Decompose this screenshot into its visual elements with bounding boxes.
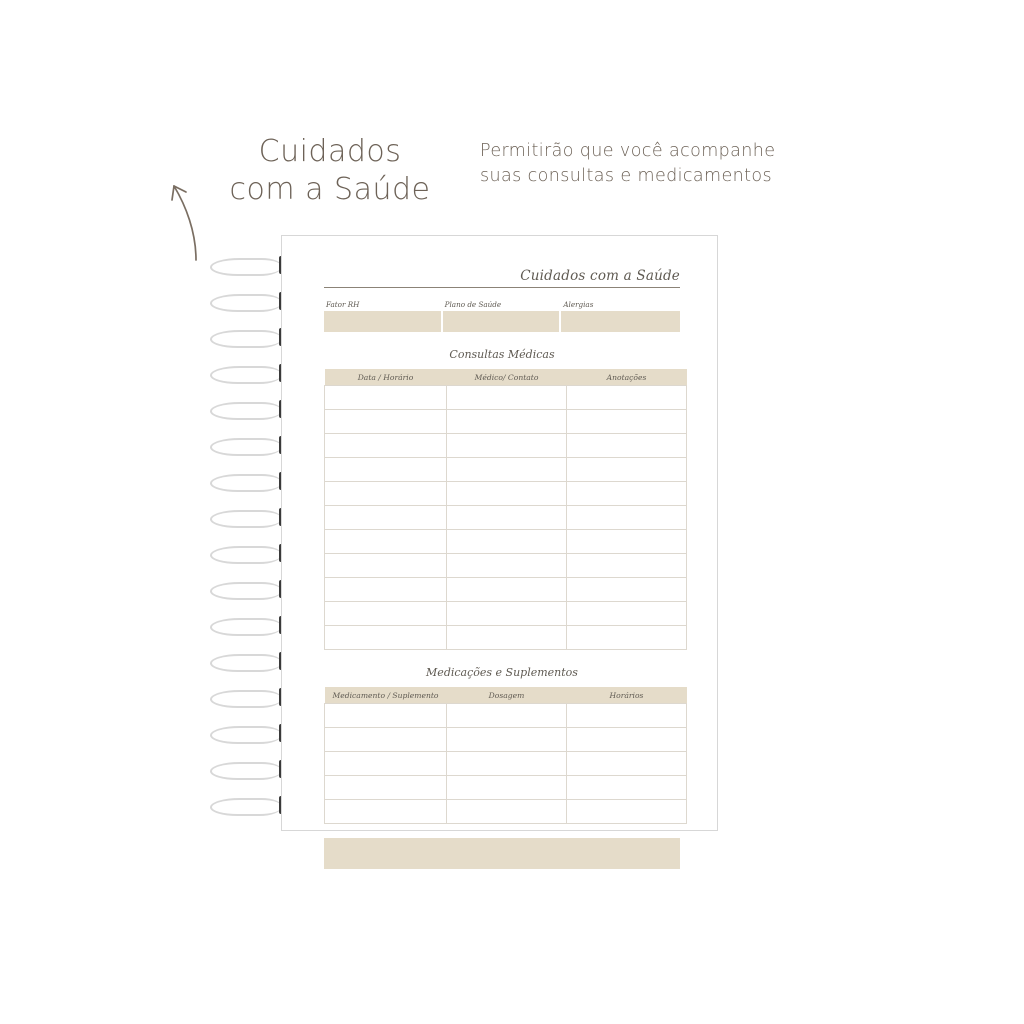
table-cell[interactable]	[325, 800, 447, 824]
page-headline	[205, 133, 455, 210]
spiral-ring-loop	[209, 474, 283, 492]
section-table	[324, 687, 687, 824]
spiral-ring-loop	[209, 654, 283, 672]
info-field-label: Fator RH	[326, 300, 360, 309]
spiral-ring-loop	[209, 258, 283, 276]
table-cell[interactable]	[567, 482, 687, 506]
table-cell[interactable]	[447, 410, 567, 434]
table-cell[interactable]	[567, 602, 687, 626]
spiral-ring-loop	[209, 726, 283, 744]
table-row	[325, 386, 687, 410]
table-row	[325, 458, 687, 482]
spiral-ring-loop	[209, 438, 283, 456]
info-field	[561, 300, 680, 332]
table-cell[interactable]	[325, 434, 447, 458]
spiral-ring-loop	[209, 582, 283, 600]
table-header-row	[325, 369, 687, 386]
table-cell[interactable]	[447, 752, 567, 776]
table-cell[interactable]	[325, 752, 447, 776]
table-column-header: Medicamento / Suplemento	[325, 687, 447, 704]
info-field-label: Plano de Saúde	[444, 300, 502, 309]
table-cell[interactable]	[325, 578, 447, 602]
table-cell[interactable]	[447, 434, 567, 458]
headline-line-1: Cuidados	[258, 134, 402, 169]
info-field-label: Alergias	[563, 300, 594, 309]
table-cell[interactable]	[447, 578, 567, 602]
spiral-ring-loop	[209, 366, 283, 384]
table-cell[interactable]	[325, 602, 447, 626]
info-field	[324, 300, 441, 332]
table-column-header: Horários	[567, 687, 687, 704]
table-row	[325, 800, 687, 824]
page-sections	[324, 348, 680, 824]
section-title: Medicações e Suplementos	[426, 666, 578, 679]
table-cell[interactable]	[567, 704, 687, 728]
spiral-ring-loop	[209, 510, 283, 528]
table-cell[interactable]	[325, 776, 447, 800]
table-cell[interactable]	[325, 458, 447, 482]
page-title: Cuidados com a Saúde	[520, 268, 680, 284]
headline-line-2: com a Saúde	[229, 172, 431, 208]
info-field	[443, 300, 560, 332]
table-cell[interactable]	[325, 386, 447, 410]
table-column-header: Data / Horário	[325, 369, 447, 386]
table-cell[interactable]	[447, 776, 567, 800]
spiral-ring-loop	[209, 330, 283, 348]
table-cell[interactable]	[567, 626, 687, 650]
info-field-input[interactable]	[324, 311, 441, 332]
notebook-page	[281, 235, 718, 831]
table-cell[interactable]	[447, 506, 567, 530]
curved-arrow-icon	[160, 172, 220, 262]
table-row	[325, 626, 687, 650]
table-cell[interactable]	[325, 626, 447, 650]
table-row	[325, 752, 687, 776]
table-cell[interactable]	[447, 602, 567, 626]
table-cell[interactable]	[447, 704, 567, 728]
spiral-ring-loop	[209, 402, 283, 420]
table-cell[interactable]	[447, 728, 567, 752]
table-cell[interactable]	[325, 410, 447, 434]
spiral-ring-loop	[209, 690, 283, 708]
table-cell[interactable]	[567, 410, 687, 434]
table-cell[interactable]	[567, 458, 687, 482]
table-row	[325, 434, 687, 458]
table-column-header: Dosagem	[447, 687, 567, 704]
table-cell[interactable]	[567, 386, 687, 410]
table-row	[325, 410, 687, 434]
page-subheadline	[480, 139, 860, 190]
table-cell[interactable]	[447, 626, 567, 650]
spiral-ring-loop	[209, 618, 283, 636]
table-cell[interactable]	[325, 506, 447, 530]
spiral-ring-loop	[209, 798, 283, 816]
table-row	[325, 704, 687, 728]
table-cell[interactable]	[447, 386, 567, 410]
table-cell[interactable]	[567, 578, 687, 602]
subheadline-line-1: Permitirão que você acompanhe	[480, 141, 776, 161]
info-field-input[interactable]	[561, 311, 680, 332]
table-row	[325, 602, 687, 626]
table-column-header: Médico/ Contato	[447, 369, 567, 386]
table-cell[interactable]	[567, 752, 687, 776]
table-row	[325, 728, 687, 752]
table-cell[interactable]	[447, 482, 567, 506]
table-row	[325, 482, 687, 506]
table-row	[325, 530, 687, 554]
info-field-input[interactable]	[443, 311, 560, 332]
table-cell[interactable]	[447, 458, 567, 482]
page-title-row	[324, 268, 680, 288]
table-cell[interactable]	[447, 800, 567, 824]
table-cell[interactable]	[567, 530, 687, 554]
table-row	[325, 776, 687, 800]
table-column-header: Anotações	[567, 369, 687, 386]
footer-note-box[interactable]	[324, 838, 680, 869]
spiral-ring-loop	[209, 294, 283, 312]
table-header-row	[325, 687, 687, 704]
table-row	[325, 554, 687, 578]
table-cell[interactable]	[447, 530, 567, 554]
table-cell[interactable]	[567, 434, 687, 458]
table-cell[interactable]	[325, 704, 447, 728]
table-cell[interactable]	[325, 482, 447, 506]
section-title: Consultas Médicas	[449, 348, 555, 361]
table-row	[325, 506, 687, 530]
table-cell[interactable]	[567, 554, 687, 578]
table-cell[interactable]	[447, 554, 567, 578]
table-cell[interactable]	[325, 728, 447, 752]
info-fields-row	[324, 300, 680, 332]
table-cell[interactable]	[567, 800, 687, 824]
table-cell[interactable]	[567, 506, 687, 530]
table-row	[325, 578, 687, 602]
table-cell[interactable]	[325, 554, 447, 578]
section-table	[324, 369, 687, 650]
table-cell[interactable]	[567, 776, 687, 800]
subheadline-line-2: suas consultas e medicamentos	[480, 166, 773, 187]
table-cell[interactable]	[567, 728, 687, 752]
spiral-ring-loop	[209, 762, 283, 780]
table-cell[interactable]	[325, 530, 447, 554]
spiral-ring-loop	[209, 546, 283, 564]
